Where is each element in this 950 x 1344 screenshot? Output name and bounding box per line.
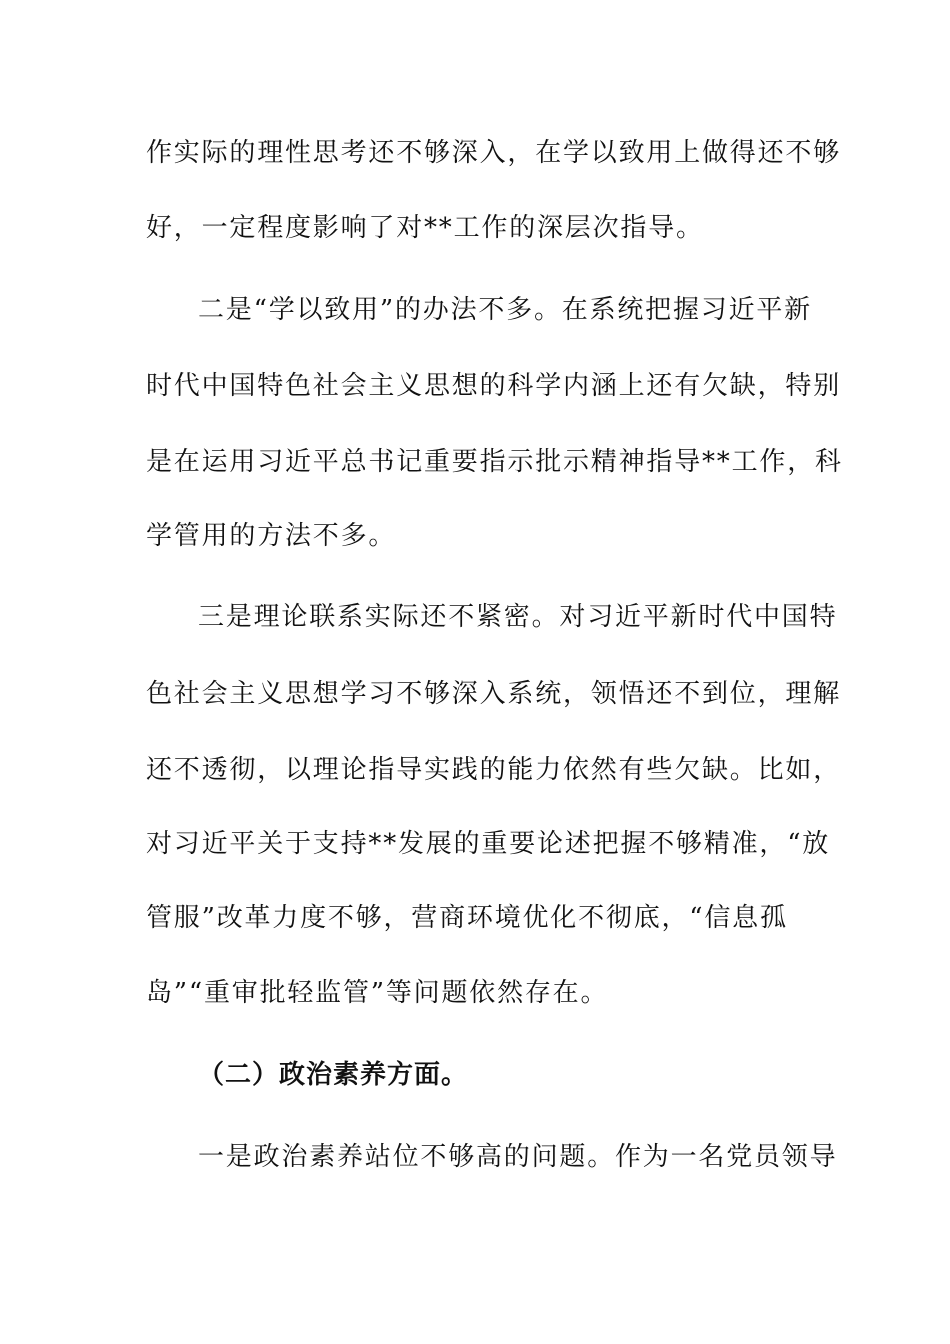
paragraph-line: 一是政治素养站位不够高的问题。作为一名党员领导 [198,1142,838,1172]
paragraph-line: 管服”改革力度不够，营商环境优化不彻底，“信息孤 [146,903,788,933]
paragraph-line: 还不透彻，以理论指导实践的能力依然有些欠缺。比如， [146,755,842,785]
paragraph-line: 岛”“重审批轻监管”等问题依然存在。 [146,978,609,1008]
paragraph-line: 色社会主义思想学习不够深入系统，领悟还不到位，理解 [146,679,842,709]
paragraph-line: 三是理论联系实际还不紧密。对习近平新时代中国特 [198,602,838,632]
paragraph-line: 时代中国特色社会主义思想的科学内涵上还有欠缺，特别 [146,371,842,401]
paragraph-line: 对习近平关于支持**发展的重要论述把握不够精准，“放 [146,829,831,859]
paragraph-line: 好，一定程度影响了对**工作的深层次指导。 [146,213,704,243]
paragraph-line: 是在运用习近平总书记重要指示批示精神指导**工作，科 [146,447,843,477]
paragraph-line: 二是“学以致用”的办法不多。在系统把握习近平新 [198,295,812,325]
paragraph-line: 学管用的方法不多。 [146,521,397,551]
paragraph-line: 作实际的理性思考还不够深入，在学以致用上做得还不够 [146,138,842,168]
section-heading: （二）政治素养方面。 [198,1060,469,1090]
